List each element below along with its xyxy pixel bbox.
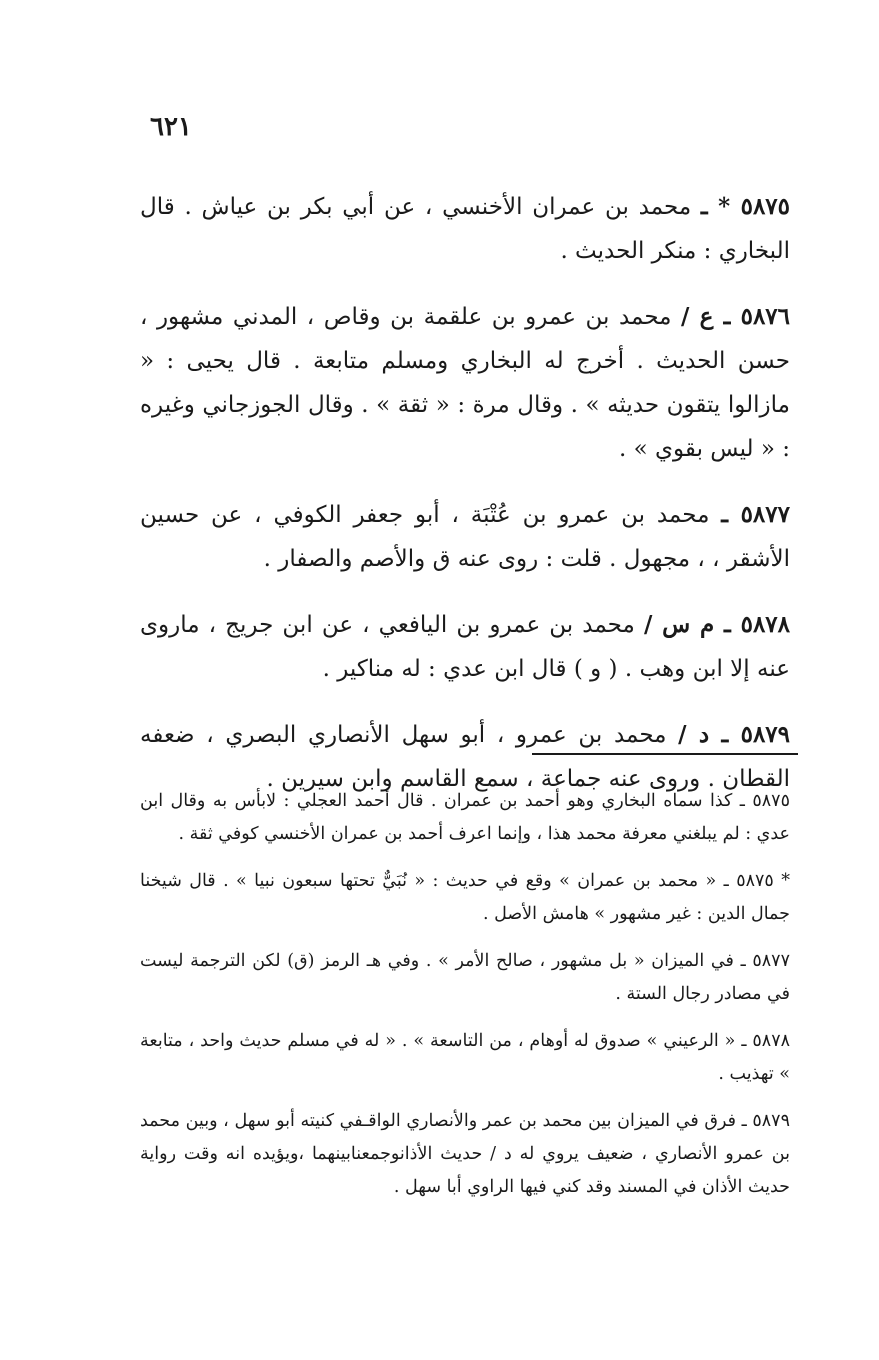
entry-number: ٥٨٧٩ ـ د / [678,721,791,748]
entry-text: محمد بن عمرو بن عُتْبَة ، أبو جعفر الكوفي ، عن حسين الأشقر ، ، مجهول . قلت : روى عنه ق والأصم والصفار . [140,502,790,572]
entry-text: محمد بن عمرو بن علقمة بن وقاص ، المدني مشهور ، حسن الحديث . أخرج له البخاري ومسلم متابعة . قال يحيى : « مازالوا يتقون حديثه » . وقال مرة : « ثقة » . وقال الجوزجاني وغيره : « ليس بقوي » . [140,304,790,462]
footnote-text: « محمد بن عمران » وقع في حديث : « نُبَيٌّ تحتها سبعون نبيا » . قال شيخنا جمال الدين : غير مشهور » هامش الأصل . [140,871,790,924]
entry-5877 [140,493,790,581]
footnote-number: ٥٨٧٥ ـ [739,791,790,811]
footnote-number: * ٥٨٧٥ ـ [723,871,790,891]
footnote-5875 [140,785,790,851]
footnote-text: فرق في الميزان بين محمد بن عمر والأنصاري الواقـفي كنيته أبو سهل ، وبين محمد بن عمرو الأنصاري ، ضعيف يروي له د / حديث الأذانوجمعنابينهما ،ويؤيده انه وقت رواية حديث الأذان في المسند وقد كني فيها الراوي أبا سهل . [140,1111,790,1197]
footnote-5877 [140,945,790,1011]
footnote-number: ٥٨٧٨ ـ [741,1031,790,1051]
footnotes [140,785,790,1218]
footnote-text: « الرعيني » صدوق له أوهام ، من التاسعة » . « له في مسلم حديث واحد ، متابعة » تهذيب . [140,1031,790,1084]
footnote-number: ٥٨٧٩ ـ [741,1111,790,1131]
entry-number: ٥٨٧٥ * ـ [700,193,791,220]
main-text [140,185,790,823]
entry-text: محمد بن عمرو ، أبو سهل الأنصاري البصري ، ضعفه القطان . وروى عنه جماعة ، سمع القاسم وابن سيرين . [140,722,790,792]
entry-number: ٥٨٧٧ ـ [721,501,790,528]
entry-5876 [140,295,790,471]
entry-number: ٥٨٧٦ ـ ع / [681,303,791,330]
footnote-5878 [140,1025,790,1091]
footnote-text: في الميزان « بل مشهور ، صالح الأمر » . وفي هـ الرمز (ق) لكن الترجمة ليست في مصادر رجال الستة . [140,951,790,1004]
entry-text: محمد بن عمرو بن اليافعي ، عن ابن جريج ، ماروى عنه إلا ابن وهب . ( و ) قال ابن عدي : له مناكير . [140,612,790,682]
footnote-text: كذا سماه البخاري وهو أحمد بن عمران . قال أحمد العجلي : لابأس به وقال ابن عدي : لم يبلغني معرفة محمد هذا ، وإنما اعرف أحمد بن عمران الأخنسي كوفي ثقة . [140,791,790,844]
footnote-5879 [140,1105,790,1204]
entry-5878 [140,603,790,691]
footnote-5875-star [140,865,790,931]
entry-5875 [140,185,790,273]
entry-number: ٥٨٧٨ ـ م س / [643,611,791,638]
footnote-number: ٥٨٧٧ ـ [740,951,790,971]
entry-text: محمد بن عمران الأخنسي ، عن أبي بكر بن عياش . قال البخاري : منكر الحديث . [140,194,790,264]
page-number: ٦٢١ [150,112,192,142]
footnote-divider [532,753,798,755]
